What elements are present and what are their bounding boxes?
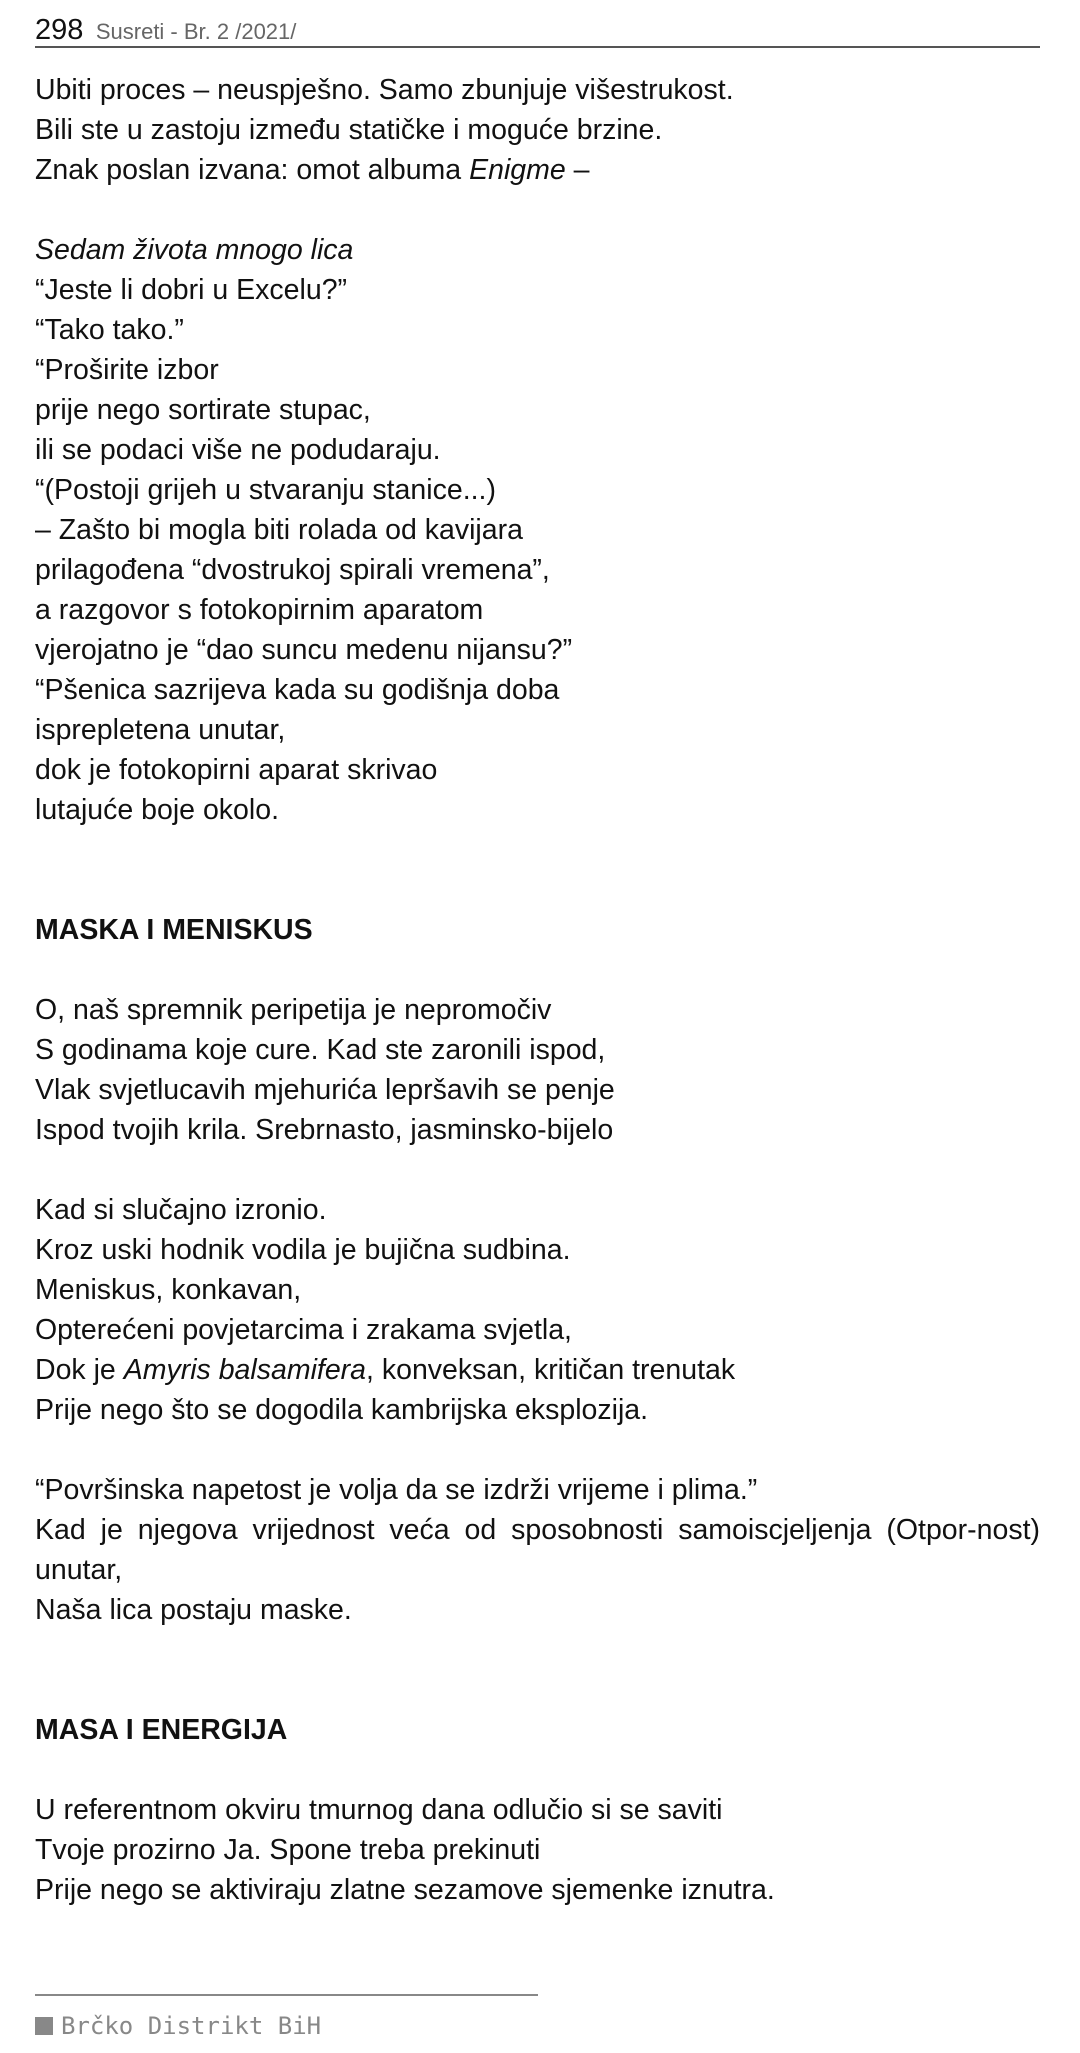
- poem-line: a razgovor s fotokopirnim aparatom: [35, 594, 484, 626]
- journal-title: Susreti - Br. 2 /2021/: [95, 19, 297, 44]
- text-span: –: [565, 154, 590, 186]
- poem-line: prije nego sortirate stupac,: [35, 394, 371, 426]
- poem-line: Opterećeni povjetarcima i zrakama svjetla,: [35, 1314, 572, 1346]
- poem-line: Prije nego što se dogodila kambrijska eksplozija.: [35, 1394, 649, 1426]
- poem-line: Ubiti proces – neuspješno. Samo zbunjuje višestrukost.: [35, 74, 734, 106]
- poem-line: Kad si slučajno izronio.: [35, 1194, 327, 1226]
- poem-line: Naša lica postaju maske.: [35, 1594, 352, 1626]
- footer-text: Brčko Distrikt BiH: [61, 2012, 322, 2040]
- poem-3: [35, 1710, 1040, 1910]
- poem-2: [35, 910, 1040, 1630]
- poem-line: S godinama koje cure. Kad ste zaronili ispod,: [35, 1034, 606, 1066]
- text-span: Dok je: [35, 1354, 124, 1386]
- poem-line: ili se podaci više ne podudaraju.: [35, 434, 441, 466]
- poem-line: [35, 150, 1040, 190]
- italic-species-name: Amyris balsamifera: [123, 1354, 367, 1386]
- poem-line: – Zašto bi mogla biti rolada od kavijara: [35, 514, 523, 546]
- poem-line: dok je fotokopirni aparat skrivao: [35, 754, 438, 786]
- poem-title: MASKA I MENISKUS: [35, 914, 313, 946]
- poem-line: vjerojatno je “dao suncu medenu nijansu?”: [35, 634, 573, 666]
- poem-line: “Proširite izbor: [35, 354, 219, 386]
- poem-line: O, naš spremnik peripetija je nepromočiv: [35, 994, 552, 1026]
- italic-title: Sedam života mnogo lica: [35, 234, 354, 266]
- poem-line: isprepletena unutar,: [35, 714, 286, 746]
- poem-line: Vlak svjetlucavih mjehurića lepršavih se penje: [35, 1074, 615, 1106]
- poem-line: Bili ste u zastoju između statičke i moguće brzine.: [35, 114, 663, 146]
- text-span: , konveksan, kritičan trenutak: [366, 1354, 736, 1386]
- page-content: [35, 70, 1040, 1910]
- square-icon: [35, 2017, 53, 2035]
- poem-line: Prije nego se aktiviraju zlatne sezamove sjemenke iznutra.: [35, 1874, 775, 1906]
- page-footer: [35, 2012, 321, 2040]
- poem-line: “(Postoji grijeh u stvaranju stanice...): [35, 474, 496, 506]
- poem-line: Ispod tvojih krila. Srebrnasto, jasminsko-bijelo: [35, 1114, 614, 1146]
- poem-1: [35, 70, 1040, 830]
- italic-title: Enigme: [469, 154, 566, 186]
- poem-title: MASA I ENERGIJA: [35, 1714, 288, 1746]
- poem-line: “Jeste li dobri u Excelu?”: [35, 274, 348, 306]
- poem-line: lutajuće boje okolo.: [35, 794, 280, 826]
- poem-line: Meniskus, konkavan,: [35, 1274, 302, 1306]
- poem-line: U referentnom okviru tmurnog dana odlučio si se saviti: [35, 1794, 723, 1826]
- poem-line: “Površinska napetost je volja da se izdrži vrijeme i plima.”: [35, 1474, 758, 1506]
- footer-divider: [35, 1994, 538, 1996]
- poem-line: Tvoje prozirno Ja. Spone treba prekinuti: [35, 1834, 541, 1866]
- poem-line: “Pšenica sazrijeva kada su godišnja doba: [35, 674, 560, 706]
- page-number: 298: [35, 14, 84, 46]
- poem-line: [35, 1350, 1040, 1390]
- poem-line: “Tako tako.”: [35, 314, 184, 346]
- page-header: [35, 14, 1040, 48]
- poem-line: Kad je njegova vrijednost veća od sposobnosti samoiscjeljenja (Otpor-nost) unutar,: [35, 1514, 1040, 1586]
- poem-line: Kroz uski hodnik vodila je bujična sudbina.: [35, 1234, 571, 1266]
- text-span: Znak poslan izvana: omot albuma: [35, 154, 470, 186]
- poem-line: [35, 230, 1040, 270]
- poem-line: prilagođena “dvostrukoj spirali vremena”,: [35, 554, 550, 586]
